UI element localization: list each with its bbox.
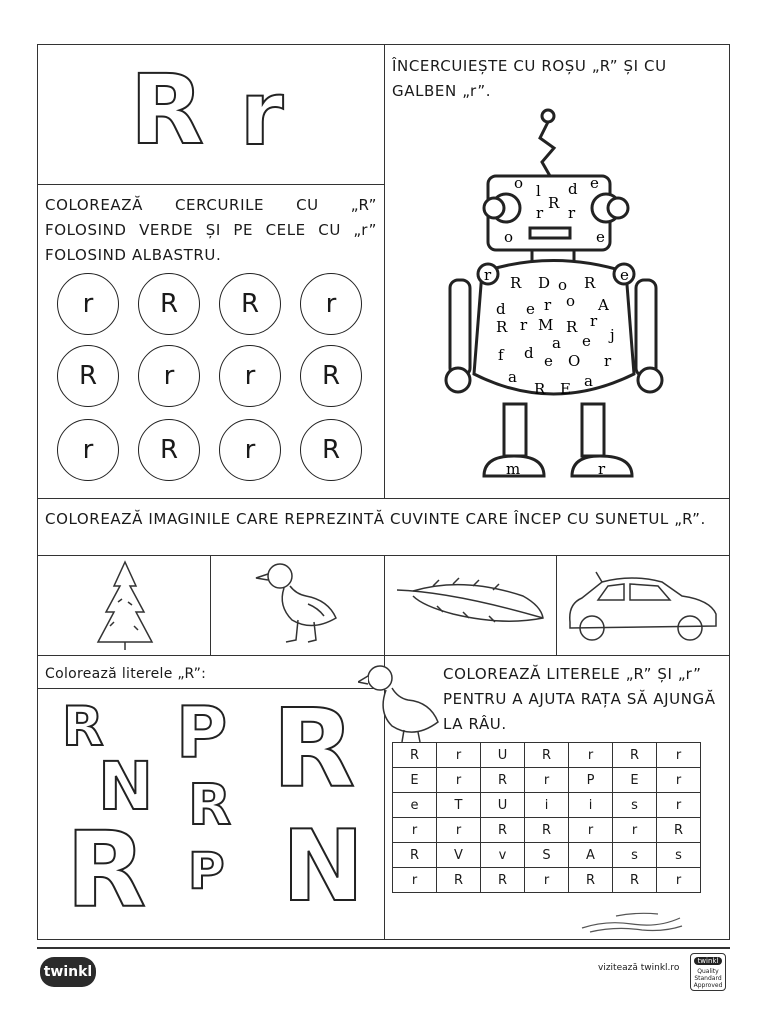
robot-letter: e: [620, 266, 629, 284]
letter-circle[interactable]: r: [219, 345, 281, 407]
grid-cell[interactable]: r: [569, 743, 613, 768]
grid-cell[interactable]: r: [437, 818, 481, 843]
robot-letter: R: [566, 318, 578, 336]
outline-letter: R: [272, 687, 356, 812]
robot-letter: R: [548, 194, 560, 212]
robot-letter: d: [524, 344, 534, 362]
grid-cell[interactable]: r: [613, 818, 657, 843]
grid-row: [393, 743, 701, 768]
grid-cell[interactable]: R: [613, 868, 657, 893]
grid-cell[interactable]: R: [569, 868, 613, 893]
grid-cell[interactable]: R: [437, 868, 481, 893]
grid-cell[interactable]: E: [613, 768, 657, 793]
visit-link[interactable]: vizitează twinkl.ro: [598, 963, 680, 973]
grid-cell[interactable]: R: [525, 818, 569, 843]
grid-cell[interactable]: E: [393, 768, 437, 793]
robot-letter: E: [560, 380, 571, 398]
robot-letter: r: [544, 296, 552, 314]
letter-circle[interactable]: r: [300, 273, 362, 335]
divider: [384, 555, 385, 940]
robot-letter: R: [534, 380, 546, 398]
robot-illustration: [432, 104, 684, 494]
tree-image: [90, 556, 160, 654]
instruction-color-letters: Colorează literele „R”:: [45, 666, 207, 682]
letter-circle[interactable]: R: [138, 419, 200, 481]
grid-cell[interactable]: r: [657, 743, 701, 768]
duck-image: [358, 660, 442, 744]
grid-cell[interactable]: R: [525, 743, 569, 768]
river-image: [576, 906, 686, 936]
footer-divider: [37, 947, 730, 949]
robot-letter: r: [520, 316, 528, 334]
grid-cell[interactable]: i: [525, 793, 569, 818]
divider: [37, 498, 730, 499]
instruction-color-images: COLOREAZĂ IMAGINILE CARE REPREZINTĂ CUVINTE CARE ÎNCEP CU SUNETUL „R”.: [45, 510, 706, 528]
robot-letter: o: [558, 276, 568, 294]
grid-row: [393, 868, 701, 893]
robot-letter: r: [536, 204, 544, 222]
grid-cell[interactable]: r: [657, 868, 701, 893]
robot-letter: r: [598, 460, 606, 478]
grid-cell[interactable]: R: [481, 768, 525, 793]
letter-circle[interactable]: R: [300, 419, 362, 481]
robot-letter: R: [510, 274, 522, 292]
letter-circle[interactable]: R: [57, 345, 119, 407]
grid-cell[interactable]: U: [481, 793, 525, 818]
grid-cell[interactable]: v: [481, 843, 525, 868]
feather-image: [393, 556, 547, 654]
robot-letter: a: [552, 334, 561, 352]
header-letter-lower: r: [240, 62, 284, 165]
grid-row: [393, 843, 701, 868]
robot-letter: a: [584, 372, 593, 390]
grid-row: [393, 768, 701, 793]
robot-letter: e: [582, 332, 591, 350]
grid-row: [393, 818, 701, 843]
robot-letter: R: [584, 274, 596, 292]
car-image: [562, 556, 722, 654]
grid-cell[interactable]: i: [569, 793, 613, 818]
divider: [210, 555, 211, 655]
twinkl-logo[interactable]: twinkl: [40, 957, 96, 987]
grid-cell[interactable]: R: [393, 743, 437, 768]
grid-cell[interactable]: r: [393, 818, 437, 843]
grid-cell[interactable]: V: [437, 843, 481, 868]
letter-circle[interactable]: r: [138, 345, 200, 407]
quality-badge: [690, 953, 726, 991]
grid-cell[interactable]: s: [613, 793, 657, 818]
letter-circle[interactable]: R: [300, 345, 362, 407]
divider: [556, 555, 557, 655]
grid-cell[interactable]: r: [393, 868, 437, 893]
robot-letter: o: [514, 174, 524, 192]
robot-letter: o: [504, 228, 514, 246]
outline-letter: N: [282, 810, 365, 924]
badge-text: Quality Standard Approved: [693, 968, 723, 989]
letter-circle[interactable]: r: [57, 273, 119, 335]
grid-cell[interactable]: s: [657, 843, 701, 868]
robot-letter: D: [538, 274, 551, 292]
grid-cell[interactable]: r: [437, 743, 481, 768]
robot-letter: r: [484, 266, 492, 284]
letter-circle[interactable]: r: [57, 419, 119, 481]
outline-letter: N: [98, 748, 154, 825]
robot-letter: O: [568, 352, 581, 370]
outline-letter: R: [188, 773, 232, 838]
grid-cell[interactable]: r: [657, 768, 701, 793]
robot-letter: m: [506, 460, 521, 478]
grid-cell[interactable]: s: [613, 843, 657, 868]
grid-cell[interactable]: U: [481, 743, 525, 768]
robot-letter: e: [526, 300, 535, 318]
instruction-color-circles: COLOREAZĂ CERCURILE CU „R” FOLOSIND VERDE ȘI PE CELE CU „r” FOLOSIND ALBASTRU.: [45, 196, 377, 264]
grid-cell[interactable]: r: [525, 768, 569, 793]
divider: [384, 44, 385, 498]
instruction-duck-path: COLOREAZĂ LITERELE „R” ȘI „r” PENTRU A AJUTA RAȚA SĂ AJUNGĂ LA RÂU.: [443, 665, 716, 733]
badge-logo: twinkl: [694, 957, 722, 965]
grid-cell[interactable]: R: [657, 818, 701, 843]
grid-cell[interactable]: A: [569, 843, 613, 868]
robot-letter: e: [544, 352, 553, 370]
letter-circle[interactable]: R: [219, 273, 281, 335]
grid-cell[interactable]: S: [525, 843, 569, 868]
robot-letter: A: [598, 296, 609, 314]
grid-cell[interactable]: R: [613, 743, 657, 768]
outline-letter: P: [188, 842, 225, 900]
robot-letter: r: [590, 312, 598, 330]
robot-letter: d: [496, 300, 506, 318]
grid-cell[interactable]: R: [481, 868, 525, 893]
robot-letter: e: [596, 228, 605, 246]
instruction-circle-robot: ÎNCERCUIEȘTE CU ROȘU „R” ȘI CU GALBEN „r”.: [392, 57, 667, 100]
robot-letter: j: [610, 326, 615, 344]
letter-circle[interactable]: r: [219, 419, 281, 481]
grid-cell[interactable]: R: [393, 843, 437, 868]
grid-row: [393, 793, 701, 818]
header-letter-upper: R: [130, 54, 204, 166]
grid-cell[interactable]: e: [393, 793, 437, 818]
robot-letter: r: [568, 204, 576, 222]
robot-letter: o: [566, 292, 576, 310]
grid-cell[interactable]: R: [481, 818, 525, 843]
robot-letter: R: [496, 318, 508, 336]
letter-circle[interactable]: R: [138, 273, 200, 335]
robot-letter: r: [604, 352, 612, 370]
robot-letter: M: [538, 316, 554, 334]
outline-letter: P: [176, 692, 228, 774]
grid-cell[interactable]: r: [437, 768, 481, 793]
grid-cell[interactable]: T: [437, 793, 481, 818]
robot-letter: f: [498, 346, 504, 364]
grid-cell[interactable]: P: [569, 768, 613, 793]
robot-letter: e: [590, 174, 599, 192]
grid-cell[interactable]: r: [657, 793, 701, 818]
grid-cell[interactable]: r: [525, 868, 569, 893]
outline-letter: R: [62, 695, 104, 758]
divider: [37, 184, 384, 185]
robot-letter: l: [536, 182, 541, 200]
robot-letter: a: [508, 368, 517, 386]
letter-grid: [392, 742, 701, 893]
outline-letter: R: [66, 809, 147, 931]
robot-letter: d: [568, 180, 578, 198]
grid-cell[interactable]: r: [569, 818, 613, 843]
duckling-image: [252, 556, 342, 654]
